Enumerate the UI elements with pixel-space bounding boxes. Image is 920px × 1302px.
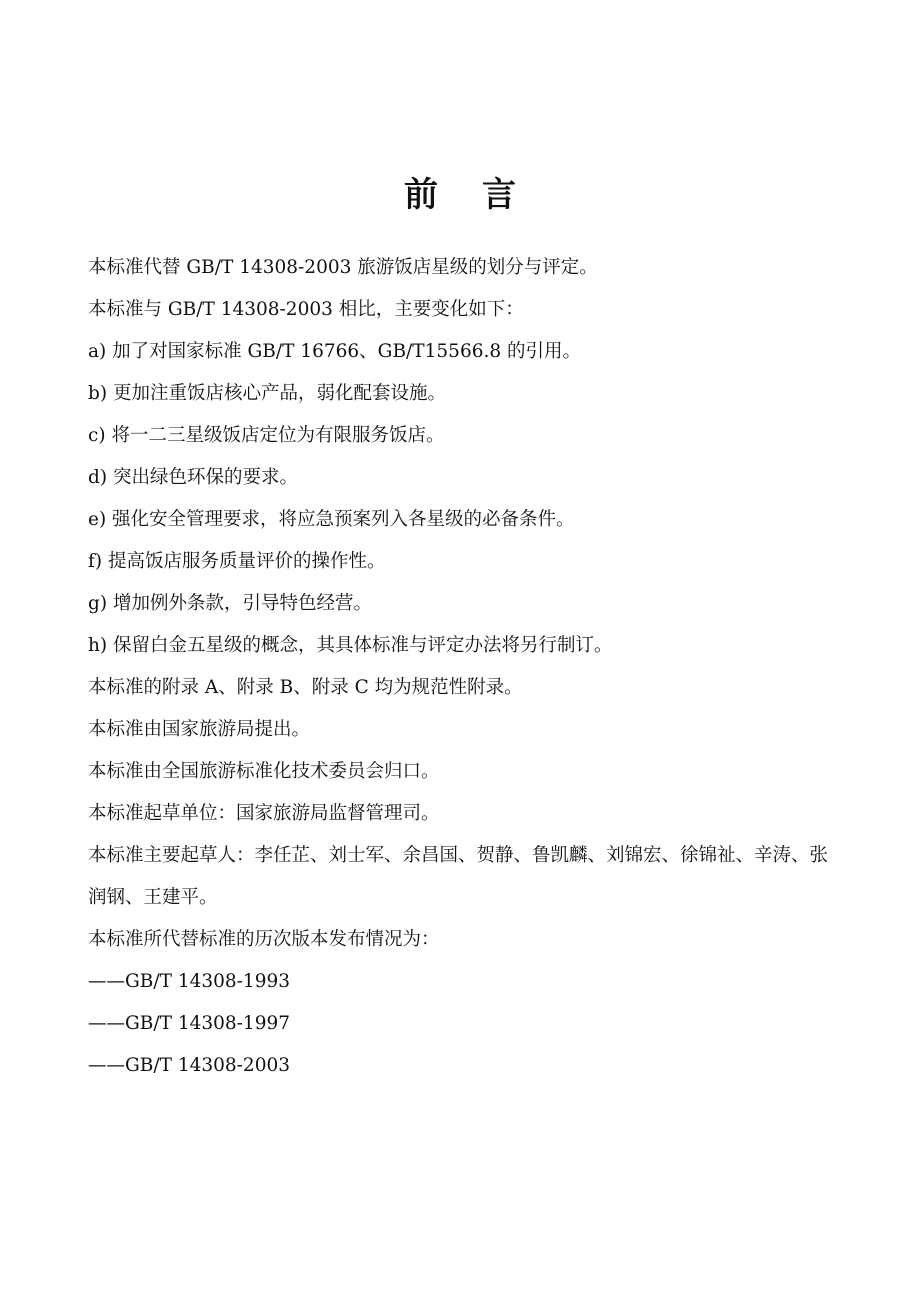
history-item: ——GB/T 14308-1997 xyxy=(88,1013,291,1034)
change-item-b: b) 更加注重饭店核心产品，弱化配套设施。 xyxy=(88,383,446,404)
foreword-body xyxy=(88,247,838,1087)
change-item-h: h) 保留白金五星级的概念，其具体标准与评定办法将另行制订。 xyxy=(88,635,613,656)
change-item-a: a) 加了对国家标准 GB/T 16766、GB/T15566.8 的引用。 xyxy=(88,341,582,362)
change-item-g: g) 增加例外条款，引导特色经营。 xyxy=(88,593,372,614)
change-item-f: f) 提高饭店服务质量评价的操作性。 xyxy=(88,551,386,572)
paragraph-proposer: 本标准由国家旅游局提出。 xyxy=(88,719,311,740)
paragraph-drafting-unit: 本标准起草单位：国家旅游局监督管理司。 xyxy=(88,803,440,824)
paragraph-history-intro: 本标准所代替标准的历次版本发布情况为： xyxy=(88,929,440,950)
title-char-2: 言 xyxy=(482,175,516,215)
paragraph-drafters: 本标准主要起草人：李任芷、刘士军、余昌国、贺静、鲁凯麟、刘锦宏、徐锦祉、辛涛、张润钢、王建平。 xyxy=(88,845,829,908)
page-title xyxy=(0,170,920,220)
history-item: ——GB/T 14308-1993 xyxy=(88,971,291,992)
paragraph-replaces: 本标准代替 GB/T 14308-2003 旅游饭店星级的划分与评定。 xyxy=(88,257,598,278)
change-item-d: d) 突出绿色环保的要求。 xyxy=(88,467,298,488)
paragraph-committee: 本标准由全国旅游标准化技术委员会归口。 xyxy=(88,761,440,782)
change-item-e: e) 强化安全管理要求，将应急预案列入各星级的必备条件。 xyxy=(88,509,575,530)
paragraph-appendix: 本标准的附录 A、附录 B、附录 C 均为规范性附录。 xyxy=(88,677,523,698)
title-char-1: 前 xyxy=(404,175,438,215)
history-item: ——GB/T 14308-2003 xyxy=(88,1055,291,1076)
change-item-c: c) 将一二三星级饭店定位为有限服务饭店。 xyxy=(88,425,445,446)
paragraph-changes-intro: 本标准与 GB/T 14308-2003 相比，主要变化如下： xyxy=(88,299,524,320)
